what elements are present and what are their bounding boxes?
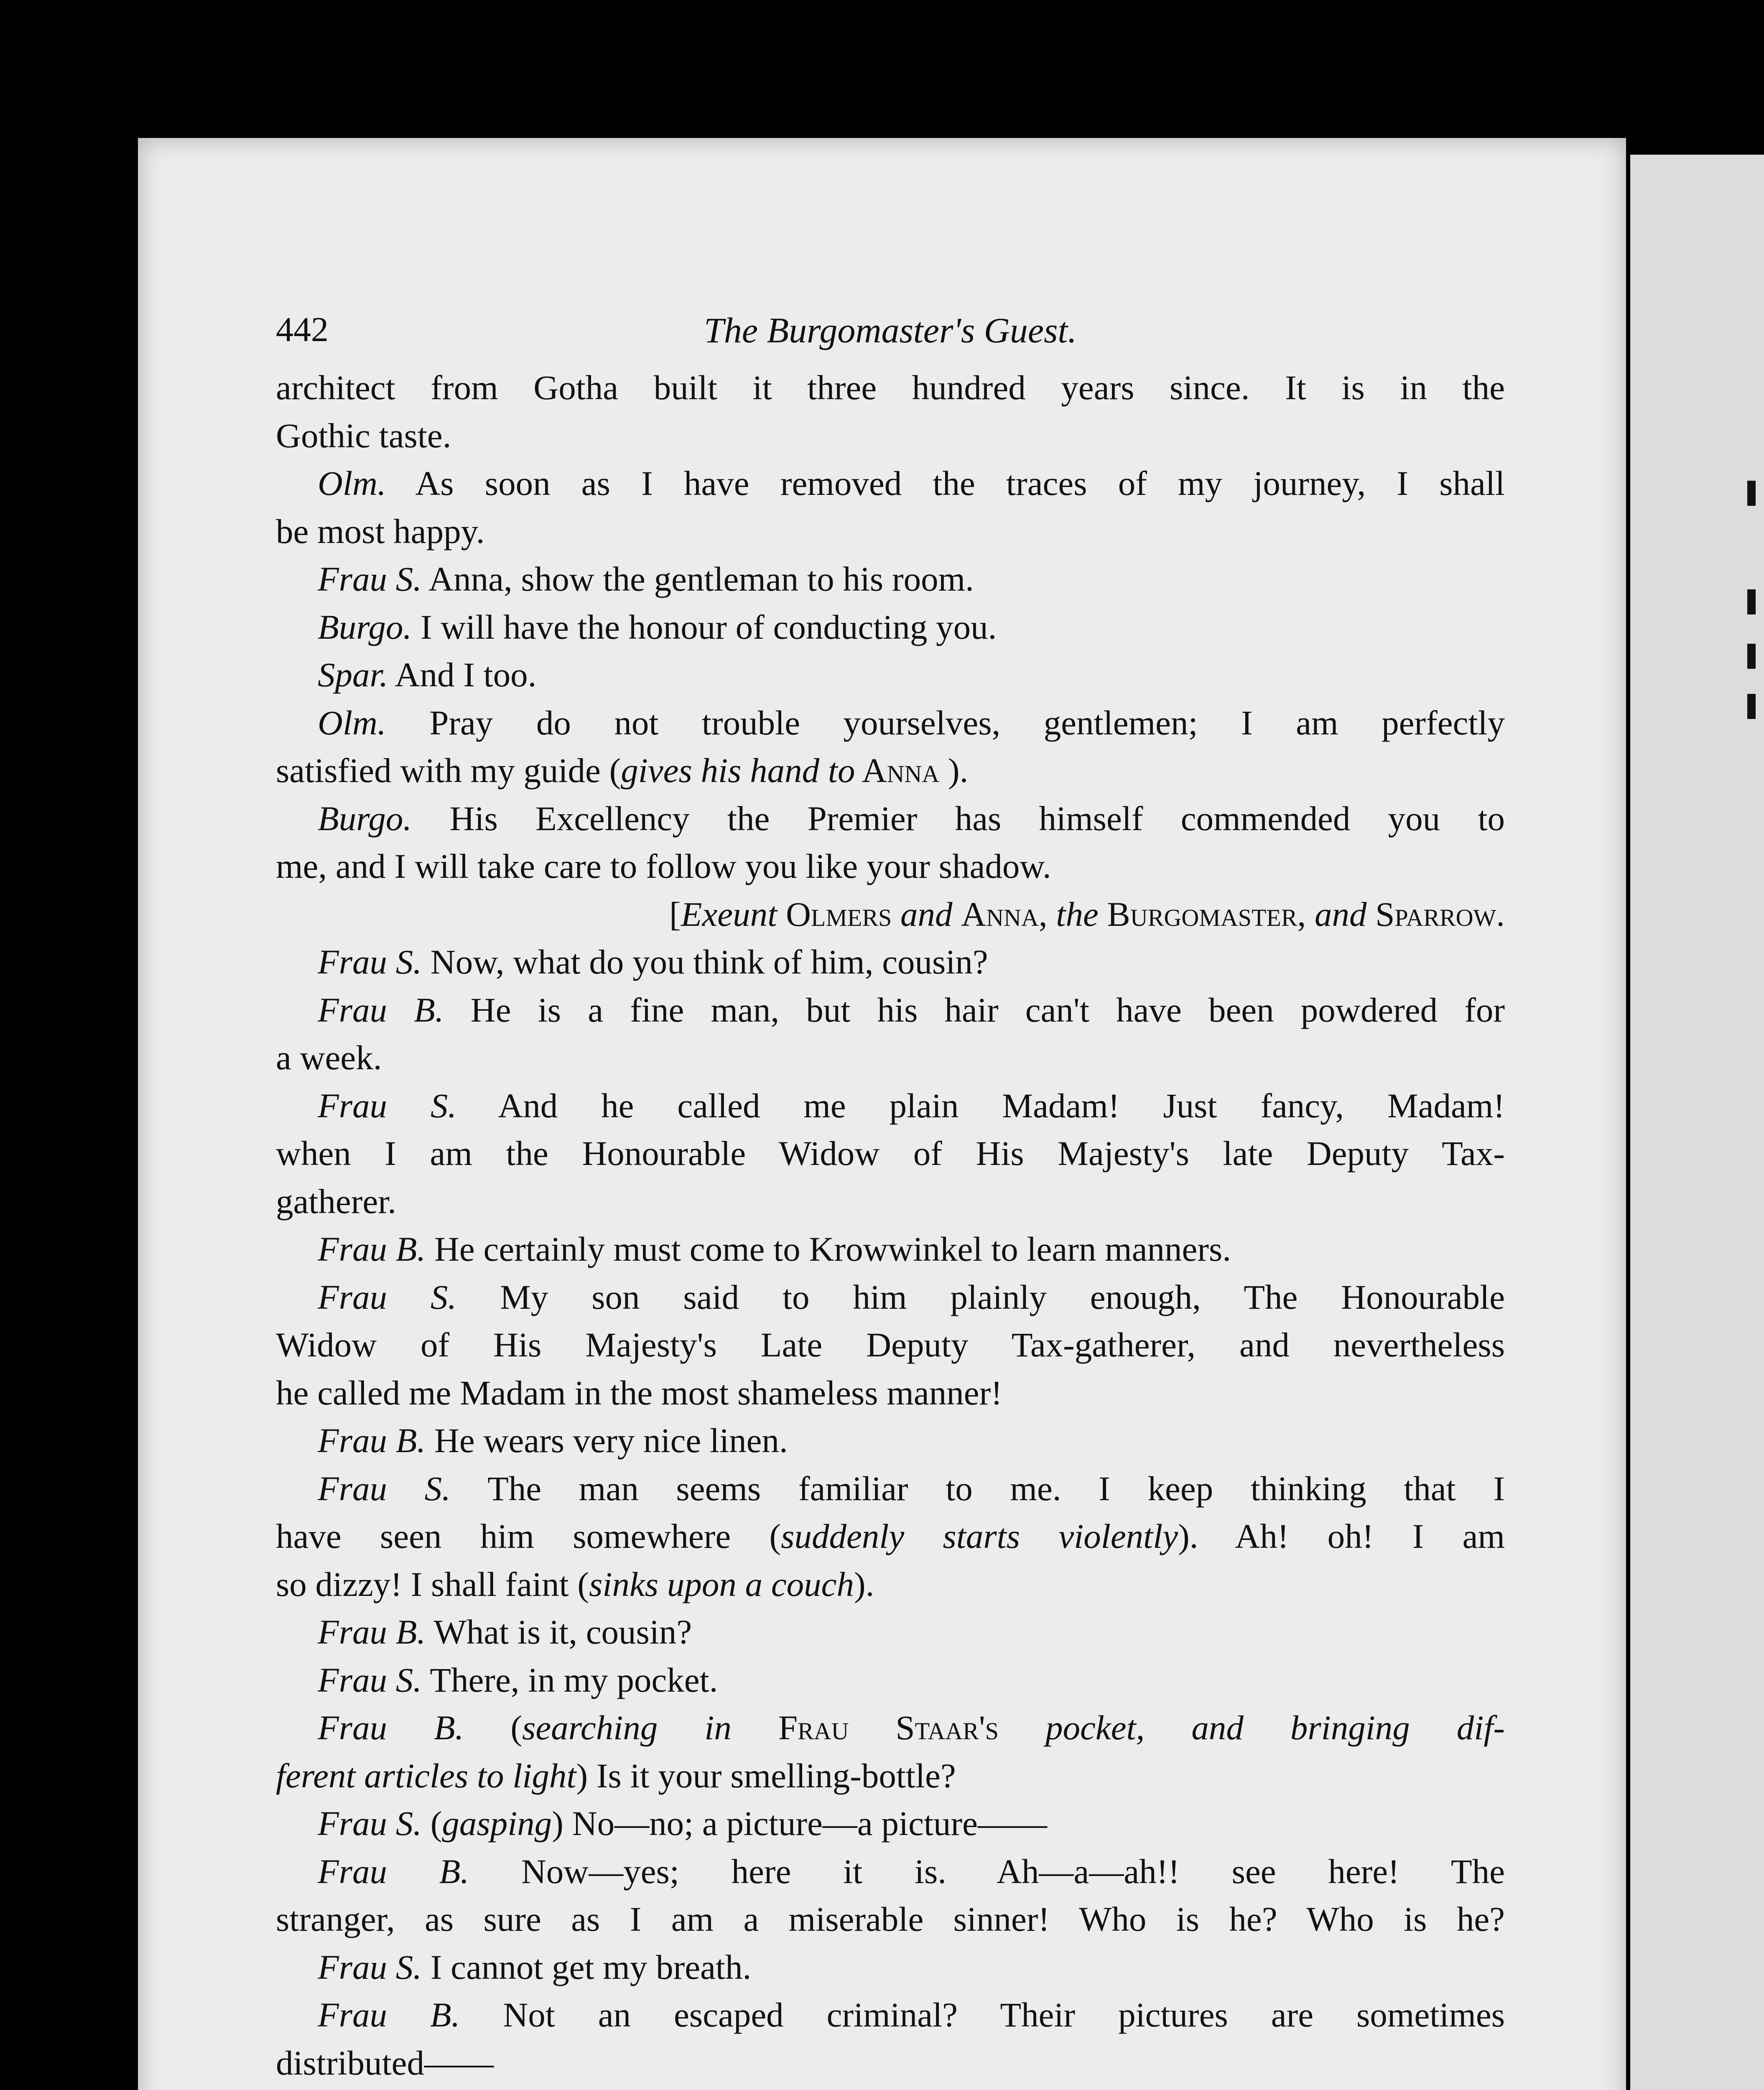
speech-line [276, 603, 1505, 651]
italic-text: suddenly starts violently [781, 1517, 1178, 1555]
page-header [276, 309, 1505, 364]
line-text: As soon as I have removed the traces of my journey, I shall [415, 464, 1505, 502]
line-text: Not an escaped criminal? Their pictures are sometimes [503, 1996, 1505, 2034]
line-text: ) No—no; a picture—a picture—— [552, 1804, 1047, 1843]
stage-direction-segment: Olmers [785, 895, 892, 933]
continuation-line [276, 2039, 1505, 2087]
speech-line [276, 555, 1505, 603]
stage-direction-segment: Sparrow [1375, 895, 1496, 933]
speech-line [276, 1943, 1505, 1991]
small-caps-text: Anna [855, 751, 948, 790]
speaker-name: Frau B. [318, 1852, 469, 1891]
speech-line [276, 1465, 1505, 1513]
stage-direction-segment: , [1038, 895, 1056, 933]
italic-text: gasping [442, 1804, 552, 1843]
line-text: ). [854, 1565, 874, 1603]
speaker-name: Frau S. [318, 1660, 422, 1699]
line-text: The man seems familiar to me. I keep thinking that I [487, 1469, 1505, 1508]
continuation-line [276, 507, 1505, 556]
line-text: architect from Gotha built it three hundred years since. It is in the [276, 368, 1505, 407]
continuation-line [276, 412, 1505, 460]
speech-line [276, 795, 1505, 843]
speaker-name: Olm. [318, 464, 386, 502]
line-text: Now, what do you think of him, cousin? [430, 943, 988, 981]
adjacent-page-fragment [1747, 589, 1756, 614]
speaker-name: Olm. [318, 703, 386, 742]
speaker-name: Frau S. [318, 1804, 422, 1843]
speaker-name: Frau S. [318, 943, 422, 981]
speaker-name: Frau S. [318, 1947, 422, 1986]
speaker-name: Frau B. [318, 1708, 464, 1747]
speaker-name: Frau B. [318, 1996, 460, 2034]
continuation-line [276, 1752, 1505, 1800]
line-text: Anna, show the gentleman to his room. [428, 560, 974, 598]
speaker-name: Burgo. [318, 799, 412, 838]
italic-text: searching in [522, 1708, 732, 1747]
speaker-name: Frau S. [318, 1277, 457, 1316]
adjacent-page-fragment [1747, 644, 1756, 669]
speech-line [276, 1848, 1505, 1896]
line-text: be most happy. [276, 512, 485, 551]
stage-direction-segment: , [1297, 895, 1315, 933]
speech-line [276, 1991, 1505, 2039]
speaker-name: Frau S. [318, 1086, 457, 1125]
line-text: ). [948, 751, 969, 790]
page-text [276, 309, 1505, 2090]
line-text: I will have the honour of conducting you. [420, 607, 997, 646]
adjacent-page-fragment [1747, 694, 1756, 719]
speaker-name: Spar. [318, 655, 388, 694]
continuation-line [276, 1178, 1505, 1226]
continuation-line [276, 1895, 1505, 1943]
speaker-name: Frau B. [318, 990, 444, 1029]
speech-line [276, 938, 1505, 986]
continuation-line [276, 1129, 1505, 1178]
small-caps-text: Frau Staar's [731, 1708, 1046, 1747]
continuation-line [276, 1512, 1505, 1560]
adjacent-page [1630, 155, 1764, 2090]
line-text: His Excellency the Premier has himself commended you to [449, 799, 1505, 838]
line-text: gatherer. [276, 1182, 397, 1221]
speaker-name: Frau B. [318, 1421, 426, 1460]
speaker-name: Frau S. [318, 1469, 451, 1508]
stage-direction-segment: and [1315, 895, 1376, 933]
speech-line [276, 651, 1505, 699]
stage-direction-segment: [ [669, 895, 681, 933]
stage-direction-segment: Exeunt [681, 895, 786, 933]
italic-text: gives his hand to [621, 751, 855, 790]
line-text: Widow of His Majesty's Late Deputy Tax-gatherer, and nevertheless [276, 1325, 1505, 1364]
speech-line [276, 459, 1505, 507]
continuation-line [276, 1560, 1505, 1608]
stage-direction-segment: the [1056, 895, 1107, 933]
line-text: And I too. [395, 655, 537, 694]
line-text: he called me Madam in the most shameless manner! [276, 1373, 1002, 1412]
adjacent-page-fragment [1747, 481, 1756, 506]
line-text: What is it, cousin? [433, 1613, 692, 1651]
speech-line [276, 699, 1505, 747]
continuation-line [276, 1369, 1505, 1417]
line-text: ) Is it your smelling-bottle? [576, 1756, 956, 1795]
stage-direction-segment: . [1496, 895, 1505, 933]
stage-direction-segment: Anna [961, 895, 1039, 933]
speech-line [276, 1417, 1505, 1465]
continuation-line [276, 1034, 1505, 1082]
line-text: He is a fine man, but his hair can't have been powdered for [470, 990, 1505, 1029]
speaker-name: Frau B. [318, 1230, 426, 1268]
line-text: I cannot get my breath. [430, 1947, 752, 1986]
line-text: stranger, as sure as I am a miserable sinner! Who is he? Who is he? [276, 1900, 1505, 1938]
italic-text: ferent articles to light [276, 1756, 576, 1795]
italic-text: sinks upon a couch [589, 1565, 854, 1603]
line-text: He certainly must come to Krowwinkel to learn manners. [434, 1230, 1231, 1268]
stage-direction-segment: and [892, 895, 961, 933]
running-title: The Burgomaster's Guest. [704, 310, 1077, 350]
line-text: Pray do not trouble yourselves, gentlemen; I am perfectly [429, 703, 1505, 742]
line-text: ( [510, 1708, 523, 1747]
line-text: satisfied with my guide ( [276, 751, 621, 790]
line-text: ). Ah! oh! I am [1178, 1517, 1505, 1555]
line-text: Now—yes; here it is. Ah—a—ah!! see here! The [521, 1852, 1505, 1891]
speech-line [276, 2087, 1505, 2090]
continuation-line [276, 747, 1505, 795]
line-text: distributed—— [276, 2043, 494, 2082]
stage-direction-segment: Burgomaster [1107, 895, 1298, 933]
speech-line [276, 986, 1505, 1034]
line-text: And he called me plain Madam! Just fancy, Madam! [498, 1086, 1505, 1125]
speech-line [276, 1608, 1505, 1656]
speech-line [276, 1082, 1505, 1130]
continuation-line [276, 842, 1505, 890]
speech-line [276, 1225, 1505, 1273]
speaker-name: Frau S. [318, 560, 422, 598]
line-text: have seen him somewhere ( [276, 1517, 781, 1555]
line-text: ( [430, 1804, 442, 1843]
line-text: My son said to him plainly enough, The Honourable [500, 1277, 1505, 1316]
page-number: 442 [276, 310, 329, 349]
line-text: me, and I will take care to follow you like your shadow. [276, 847, 1051, 885]
line-text: Gothic taste. [276, 416, 451, 455]
speech-line [276, 1273, 1505, 1321]
text-lines [276, 364, 1505, 2090]
speaker-name: Frau B. [318, 1613, 426, 1651]
line-text: when I am the Honourable Widow of His Majesty's late Deputy Tax- [276, 1134, 1505, 1172]
stage-direction [276, 890, 1505, 938]
line-text: He wears very nice linen. [434, 1421, 788, 1460]
continuation-line [276, 1321, 1505, 1369]
speech-line [276, 1799, 1505, 1848]
line-text: a week. [276, 1038, 382, 1077]
continuation-line [276, 364, 1505, 412]
line-text: so dizzy! I shall faint ( [276, 1565, 589, 1603]
italic-text: pocket, and bringing dif- [1045, 1708, 1505, 1747]
speech-line [276, 1656, 1505, 1704]
speaker-name: Burgo. [318, 607, 412, 646]
line-text: There, in my pocket. [430, 1660, 718, 1699]
speech-line [276, 1704, 1505, 1752]
